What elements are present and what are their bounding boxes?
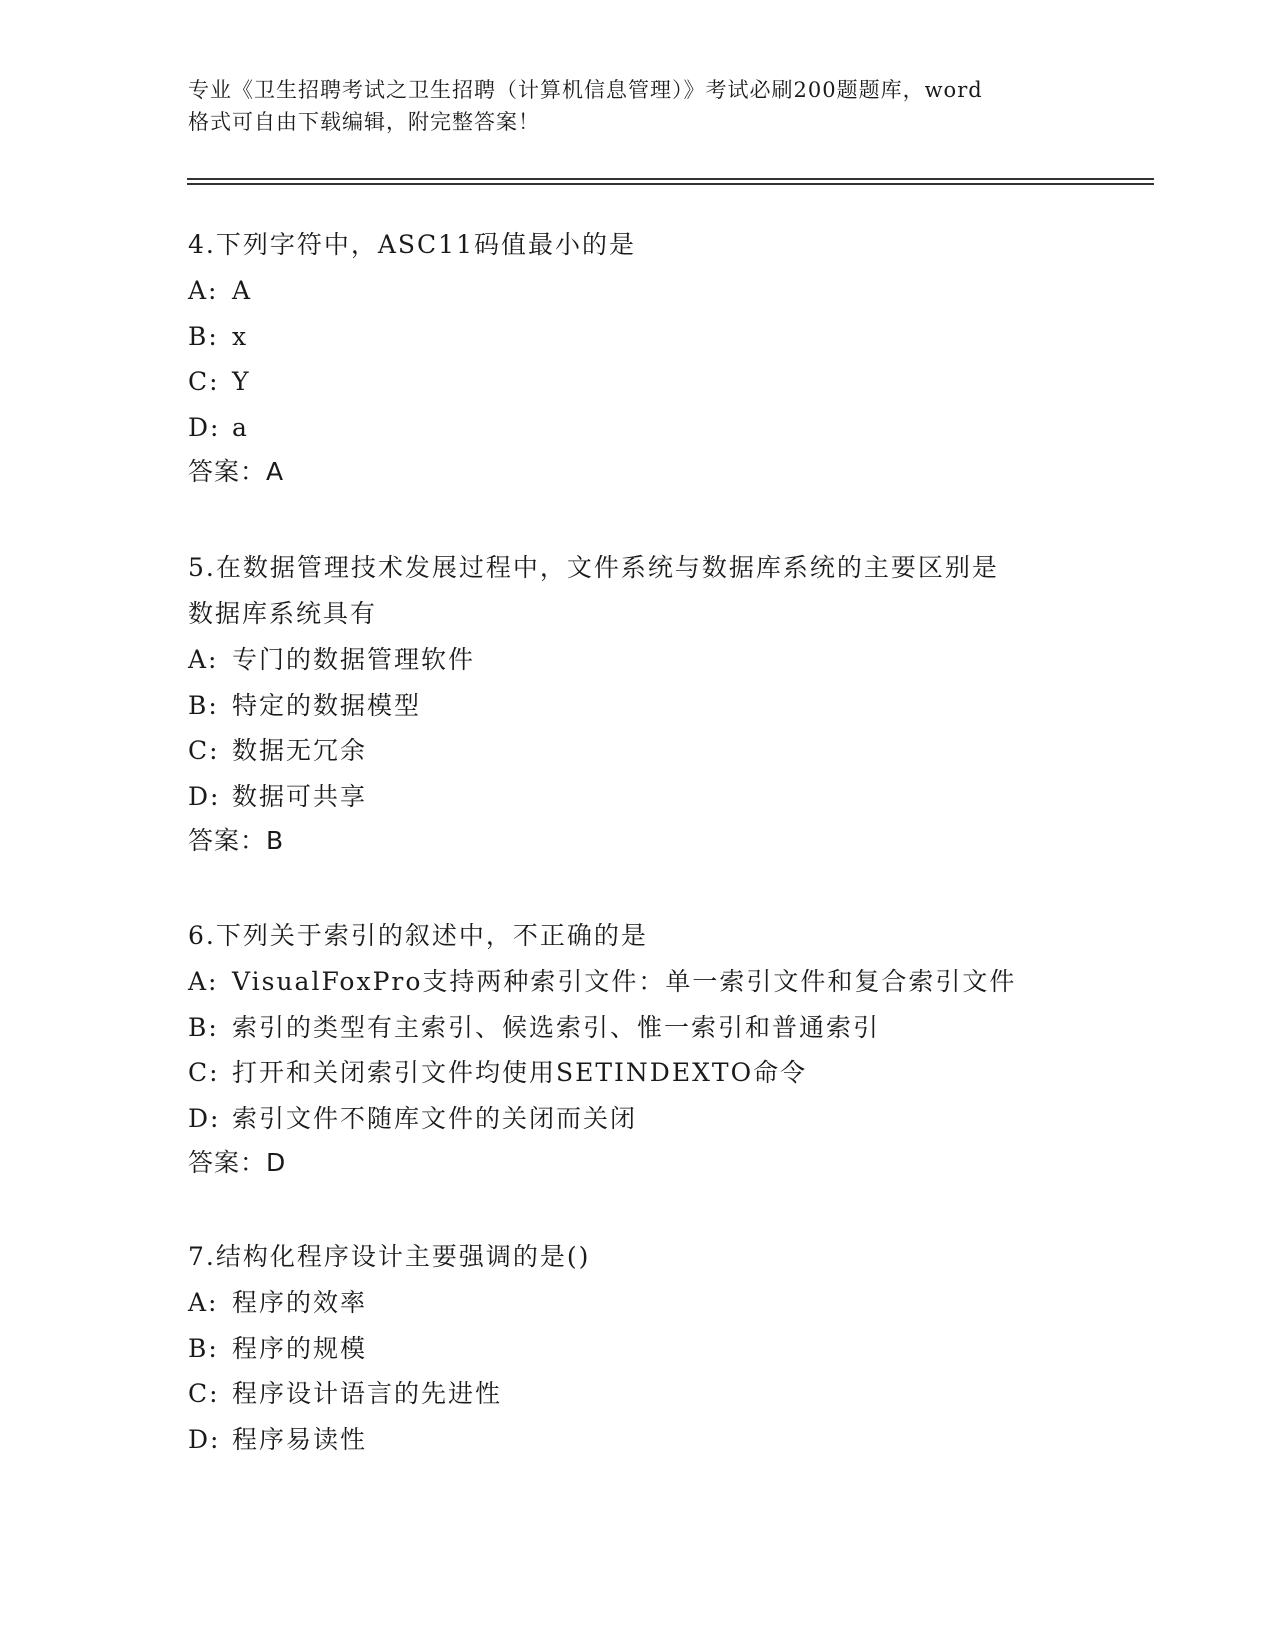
option-c (188, 359, 1088, 405)
option-text: 打开和关闭索引文件均使用SETINDEXTO命令 (232, 1058, 808, 1087)
option-b (188, 1326, 1088, 1372)
option-a (188, 637, 1088, 683)
option-label: D: (188, 1103, 221, 1133)
option-label: D: (188, 1424, 221, 1454)
option-label: B: (188, 1012, 219, 1042)
option-text: 专门的数据管理软件 (232, 645, 476, 674)
question-stem: 5.在数据管理技术发展过程中，文件系统与数据库系统的主要区别是 (188, 553, 999, 582)
option-b (188, 683, 1088, 729)
option-c (188, 728, 1088, 774)
option-label: A: (188, 645, 219, 674)
header-divider-top (187, 178, 1154, 180)
document-header (188, 74, 1088, 138)
option-text: a (232, 412, 249, 442)
question-4 (188, 222, 1088, 494)
option-label: D: (188, 412, 221, 442)
answer-line: 答案：D (188, 1148, 287, 1177)
option-d (188, 1096, 1088, 1142)
option-d (188, 405, 1088, 451)
option-b (188, 314, 1088, 360)
option-c (188, 1050, 1088, 1096)
question-stem: 4.下列字符中，ASC11码值最小的是 (188, 230, 636, 259)
option-label: B: (188, 321, 219, 351)
question-stem-continued: 数据库系统具有 (188, 599, 378, 628)
header-line-2: 格式可自由下载编辑，附完整答案！ (188, 110, 540, 134)
option-d (188, 774, 1088, 820)
question-6 (188, 913, 1088, 1185)
option-text: 索引文件不随库文件的关闭而关闭 (232, 1103, 638, 1133)
option-text: Y (232, 367, 251, 396)
option-label: A: (188, 1288, 219, 1317)
option-a (188, 268, 1088, 314)
option-text: x (232, 321, 249, 351)
option-label: B: (188, 1333, 219, 1363)
option-text: 程序的效率 (232, 1288, 368, 1317)
option-label: B: (188, 690, 219, 720)
option-label: C: (188, 1058, 220, 1087)
option-text: VisualFoxPro支持两种索引文件：单一索引文件和复合索引文件 (232, 967, 1017, 996)
option-a (188, 959, 1088, 1005)
option-d (188, 1417, 1088, 1463)
option-text: A (232, 276, 253, 305)
question-7 (188, 1234, 1088, 1462)
answer-line: 答案：B (188, 826, 285, 855)
option-label: A: (188, 276, 219, 305)
option-text: 索引的类型有主索引、候选索引、惟一索引和普通索引 (232, 1012, 881, 1042)
header-divider-bottom (187, 183, 1154, 185)
option-label: C: (188, 367, 220, 396)
question-stem: 7.结构化程序设计主要强调的是() (188, 1242, 591, 1271)
option-text: 程序设计语言的先进性 (232, 1379, 503, 1408)
option-c (188, 1371, 1088, 1417)
option-text: 程序易读性 (232, 1424, 368, 1454)
question-5 (188, 545, 1088, 863)
option-label: C: (188, 1379, 220, 1408)
question-stem: 6.下列关于索引的叙述中，不正确的是 (188, 921, 648, 950)
answer-line: 答案：A (188, 457, 285, 486)
option-text: 数据可共享 (232, 781, 368, 811)
option-a (188, 1280, 1088, 1326)
option-label: C: (188, 736, 220, 765)
option-text: 特定的数据模型 (232, 690, 422, 720)
option-b (188, 1005, 1088, 1051)
option-label: D: (188, 781, 221, 811)
option-text: 程序的规模 (232, 1333, 368, 1363)
header-line-1: 专业《卫生招聘考试之卫生招聘（计算机信息管理）》考试必刷200题题库，word (188, 78, 983, 102)
option-text: 数据无冗余 (232, 736, 368, 765)
option-label: A: (188, 967, 219, 996)
